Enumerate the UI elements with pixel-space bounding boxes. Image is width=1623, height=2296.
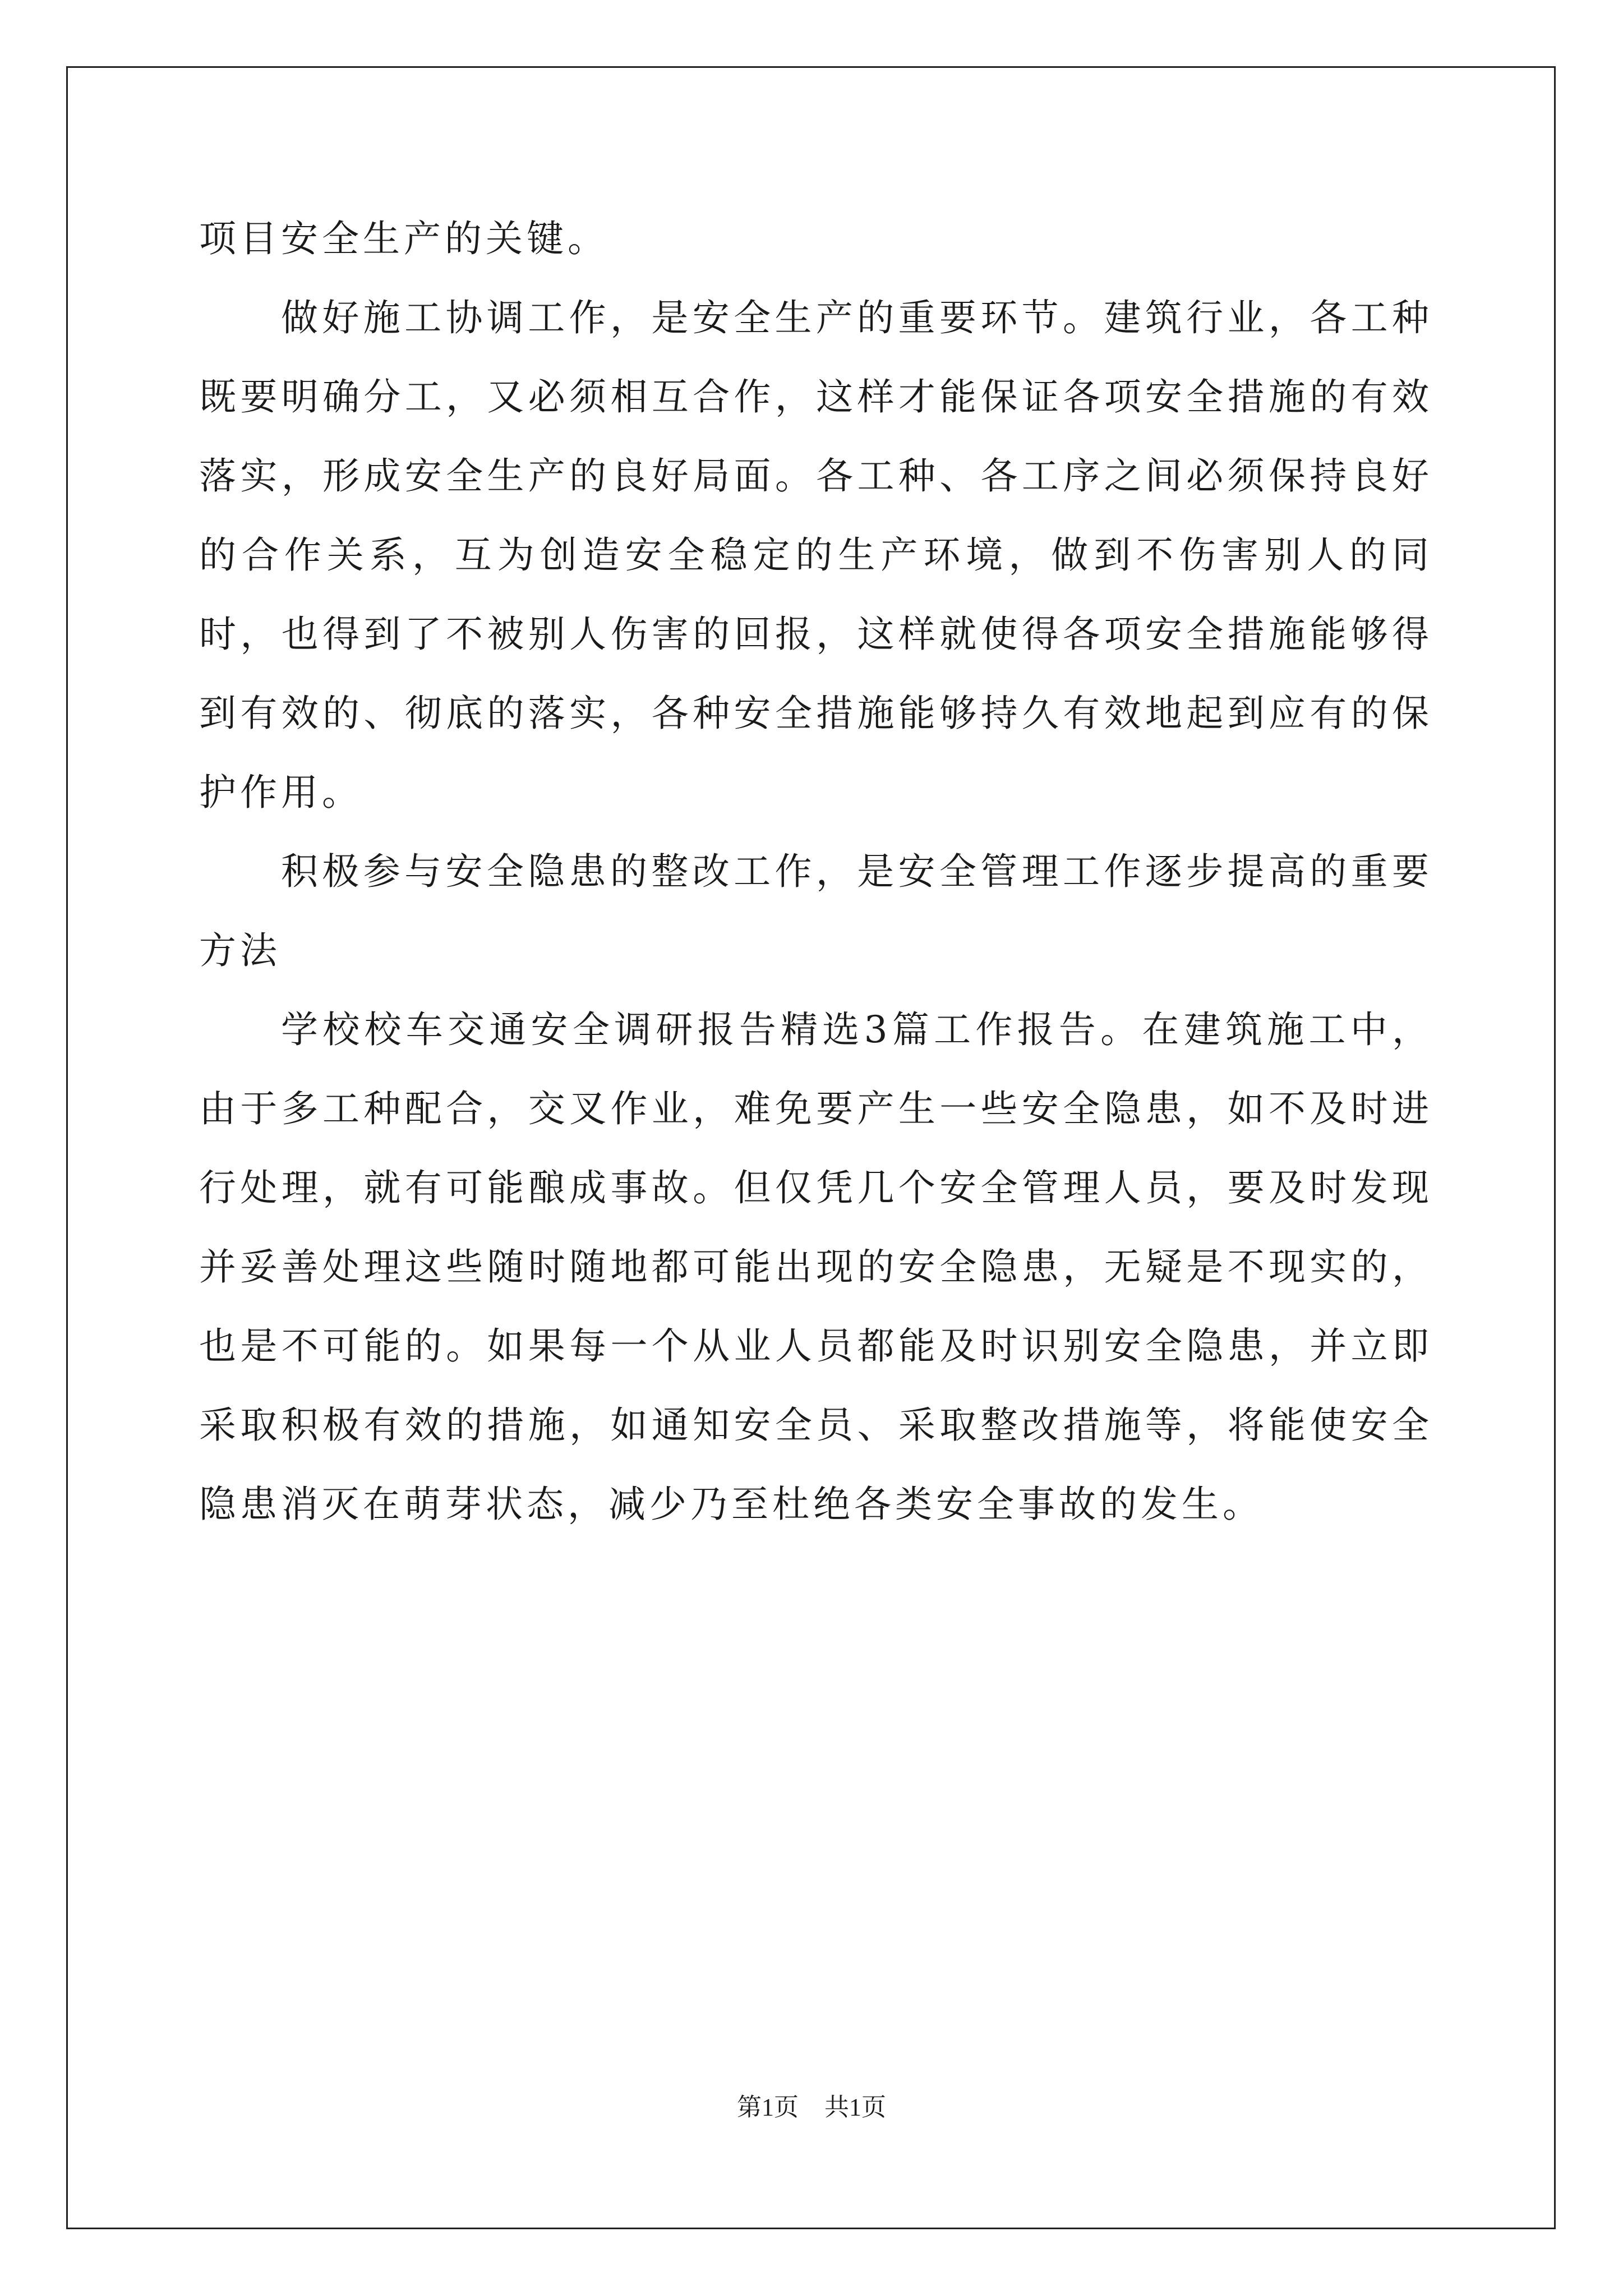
paragraph-1: 项目安全生产的关键。 [199, 217, 608, 260]
paragraph-4: 学校校车交通安全调研报告精选3篇工作报告。在建筑施工中，由于多工种配合，交叉作业，难免要产生一些安全隐患，如不及时进行处理，就有可能酿成事故。但仅凭几个安全管理人员，要及时发现并妥善处理这些随时随地都可能出现的安全隐患，无疑是不现实的，也是不可能的。如果每一个从业人员都能及时识别安全隐患，并立即采取积极有效的措施，如通知安全员、采取整改措施等，将能使安全隐患消灭在萌芽状态，减少乃至杜绝各类安全事故的发生。 [199, 1008, 1433, 1526]
page-number-total: 共1页 [824, 2093, 886, 2121]
paragraph-2: 做好施工协调工作，是安全生产的重要环节。建筑行业，各工种既要明确分工，又必须相互合作，这样才能保证各项安全措施的有效落实，形成安全生产的良好局面。各工种、各工序之间必须保持良好的合作关系，互为创造安全稳定的生产环境，做到不伤害别人的同时，也得到了不被别人伤害的回报，这样就使得各项安全措施能够得到有效的、彻底的落实，各种安全措施能够持久有效地起到应有的保护作用。 [199, 296, 1433, 814]
paragraph-3: 积极参与安全隐患的整改工作，是安全管理工作逐步提高的重要方法 [199, 850, 1433, 972]
page-footer [0, 2091, 1623, 2124]
page-number-current: 第1页 [737, 2093, 799, 2121]
document-body [199, 199, 1433, 1544]
